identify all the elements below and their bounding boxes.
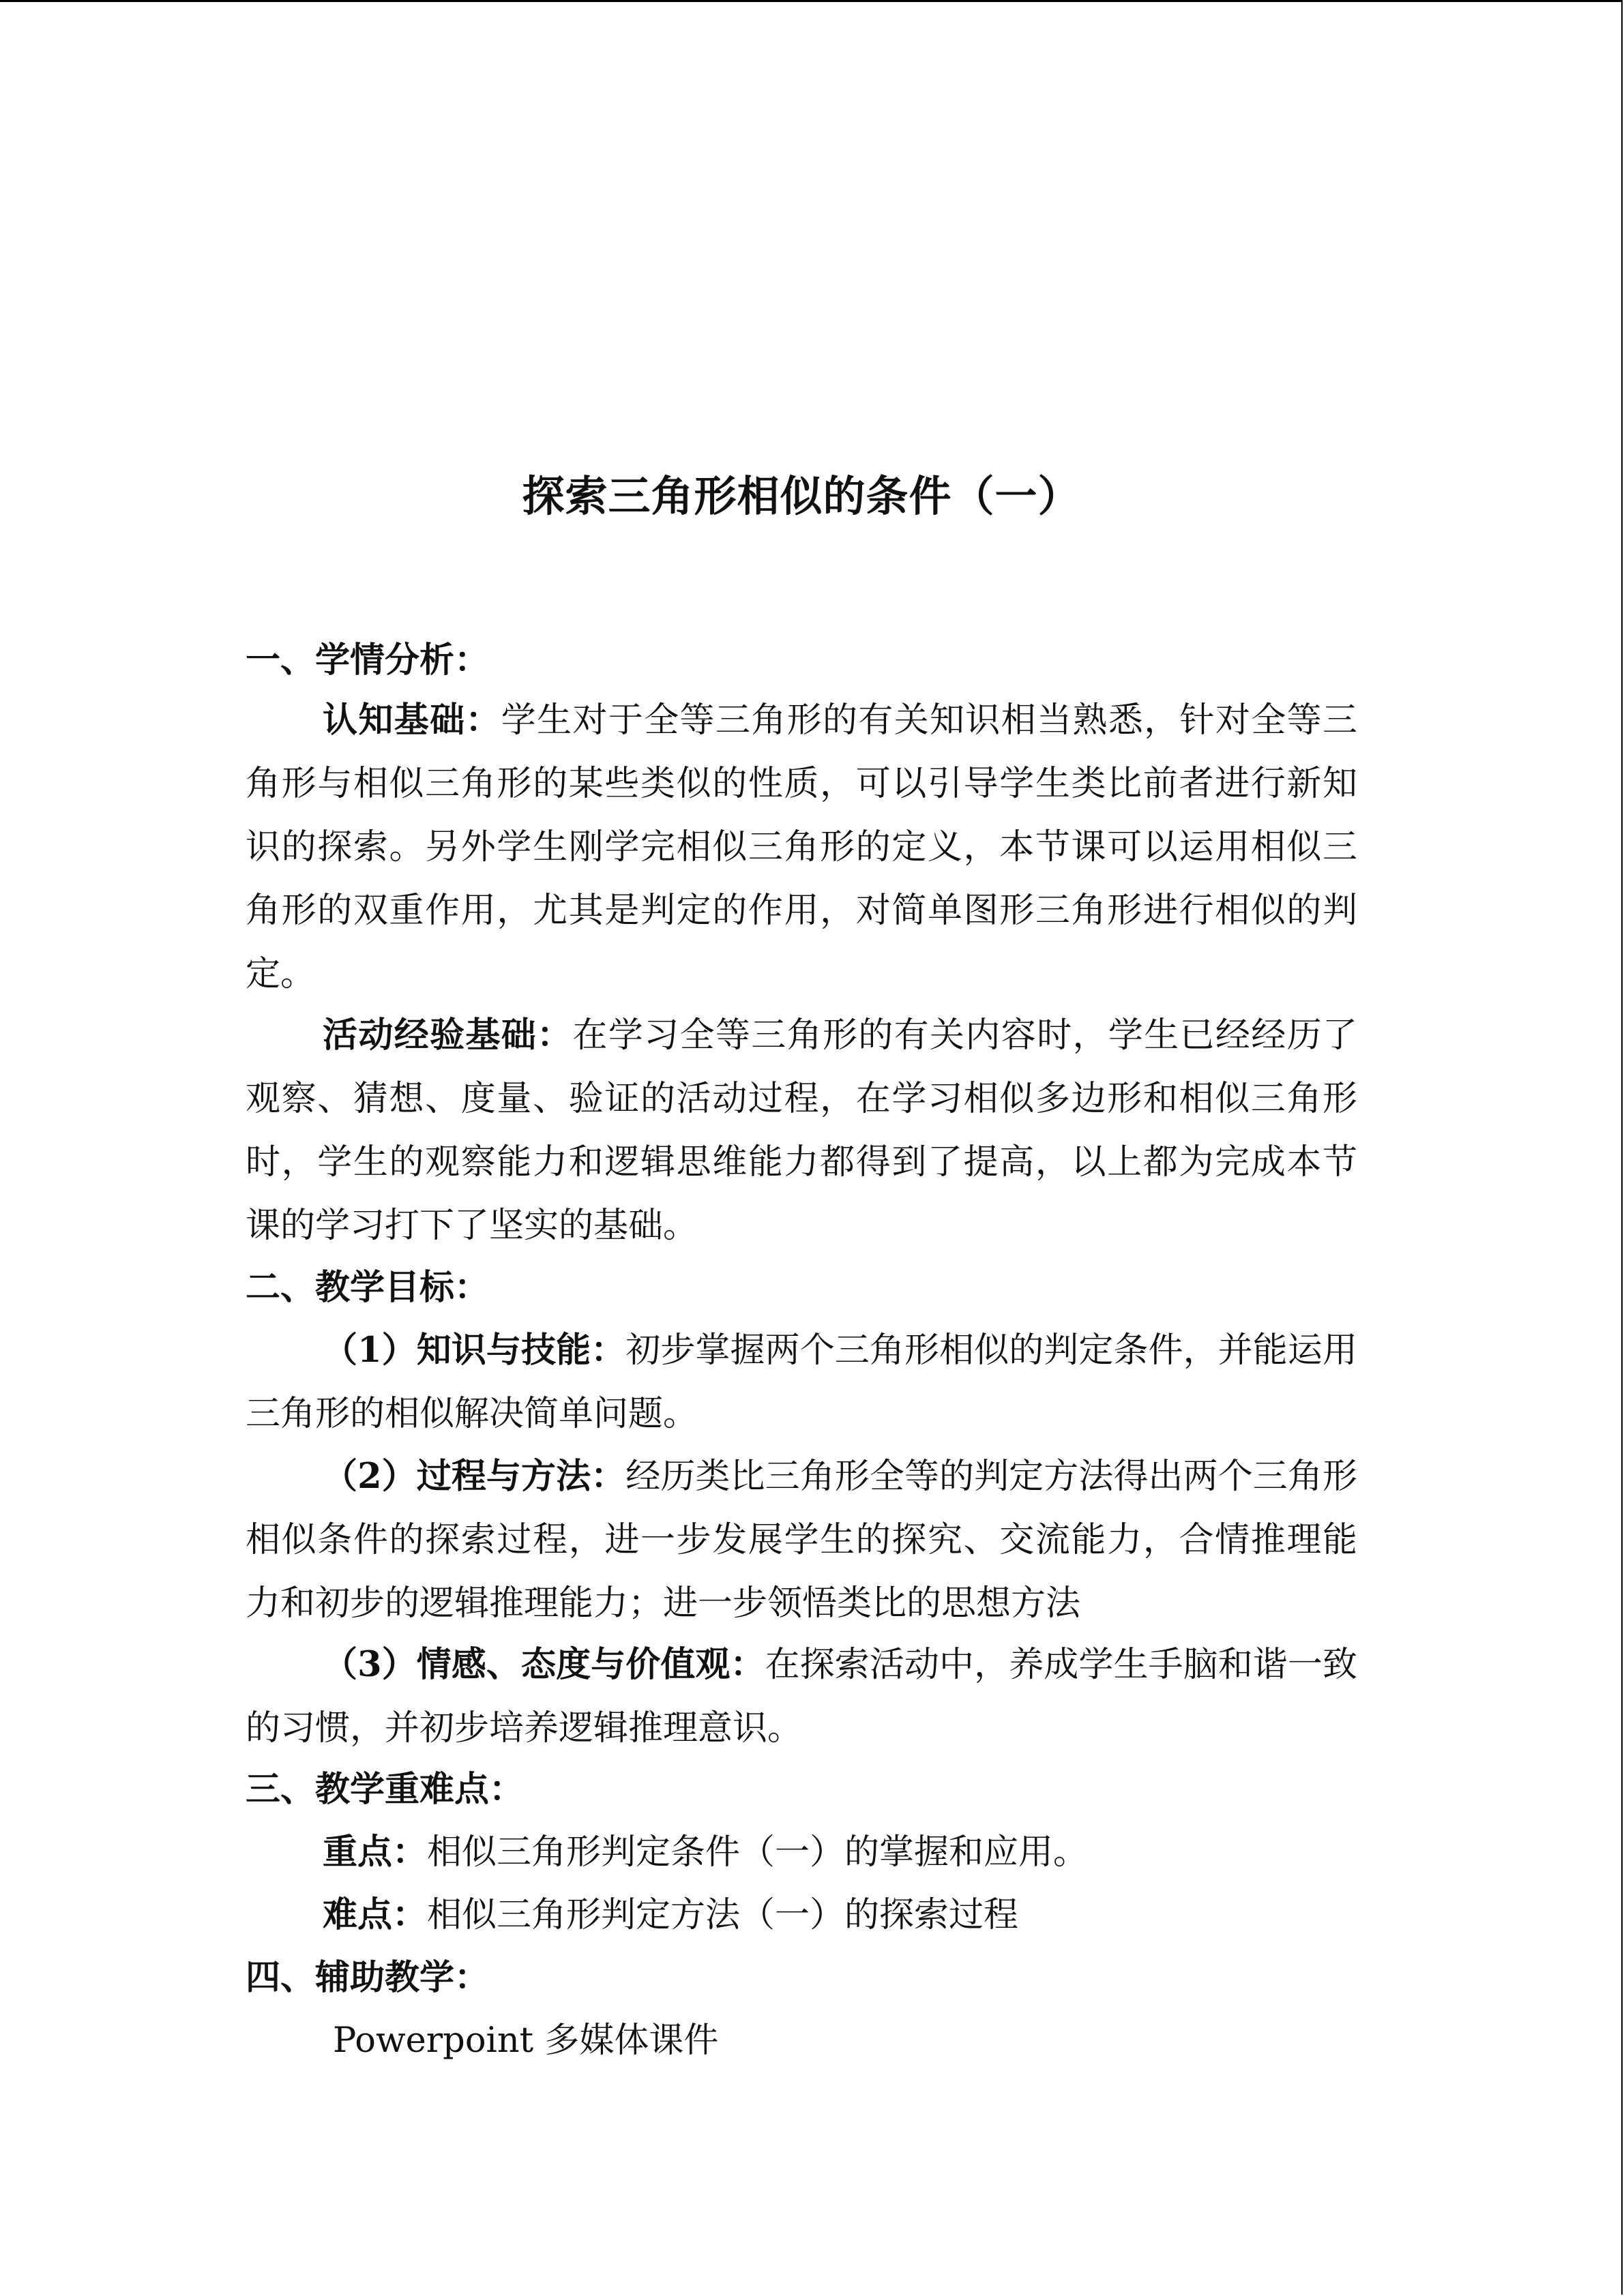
goal-process	[246, 1445, 1357, 1635]
goal-lead: （1）知识与技能：	[323, 1330, 626, 1371]
goal-lead: （2）过程与方法：	[323, 1456, 626, 1497]
document-title: 探索三角形相似的条件（一）	[522, 471, 1081, 521]
paragraph-lead: 认知基础：	[323, 700, 501, 741]
difficult-point	[246, 1883, 1357, 1947]
key-lead: 重点：	[323, 1832, 428, 1873]
goal-text: 经历类比三角形全等的判定方法得出两个三角形相似条件的探索过程，进一步发展学生的探究、交流能力，合情推理能力和初步的逻辑推理能力；进一步领悟类比的思想方法	[246, 1457, 1357, 1624]
paragraph-lead: 活动经验基础：	[323, 1015, 573, 1056]
goal-attitude	[246, 1633, 1357, 1760]
key-text: 相似三角形判定条件（一）的掌握和应用。	[427, 1832, 1089, 1873]
section-heading-keypoints: 三、教学重难点：	[246, 1769, 525, 1810]
paragraph-text: 学生对于全等三角形的有关知识相当熟悉，针对全等三角形与相似三角形的某些类似的性质，可以引导学生类比前者进行新知识的探索。另外学生刚学完相似三角形的定义，本节课可以运用相似三角形的双重作用，尤其是判定的作用，对简单图形三角形进行相似的判定。	[246, 700, 1357, 994]
key-point	[246, 1821, 1357, 1884]
goal-lead: （3）情感、态度与价值观：	[323, 1644, 765, 1685]
goal-knowledge	[246, 1319, 1357, 1446]
paragraph-activity-basis	[246, 1004, 1357, 1257]
difficult-lead: 难点：	[323, 1894, 428, 1935]
section-heading-analysis: 一、学情分析：	[246, 640, 490, 681]
section-heading-aids: 四、辅助教学：	[246, 1957, 490, 1998]
section-heading-goals: 二、教学目标：	[246, 1267, 490, 1308]
goal-text: 初步掌握两个三角形相似的判定条件，并能运用三角形的相似解决简单问题。	[246, 1330, 1357, 1434]
difficult-text: 相似三角形判定方法（一）的探索过程	[427, 1895, 1019, 1935]
goal-text: 在探索活动中，养成学生手脑和谐一致的习惯，并初步培养逻辑推理意识。	[246, 1645, 1357, 1748]
paragraph-text: 在学习全等三角形的有关内容时，学生已经经历了观察、猜想、度量、验证的活动过程，在学习相似多边形和相似三角形时，学生的观察能力和逻辑思维能力都得到了提高，以上都为完成本节课的学习打下了坚实的基础。	[246, 1015, 1357, 1246]
teaching-aid-text: Powerpoint 多媒体课件	[333, 2021, 719, 2061]
paragraph-cognitive-basis	[246, 689, 1357, 1006]
